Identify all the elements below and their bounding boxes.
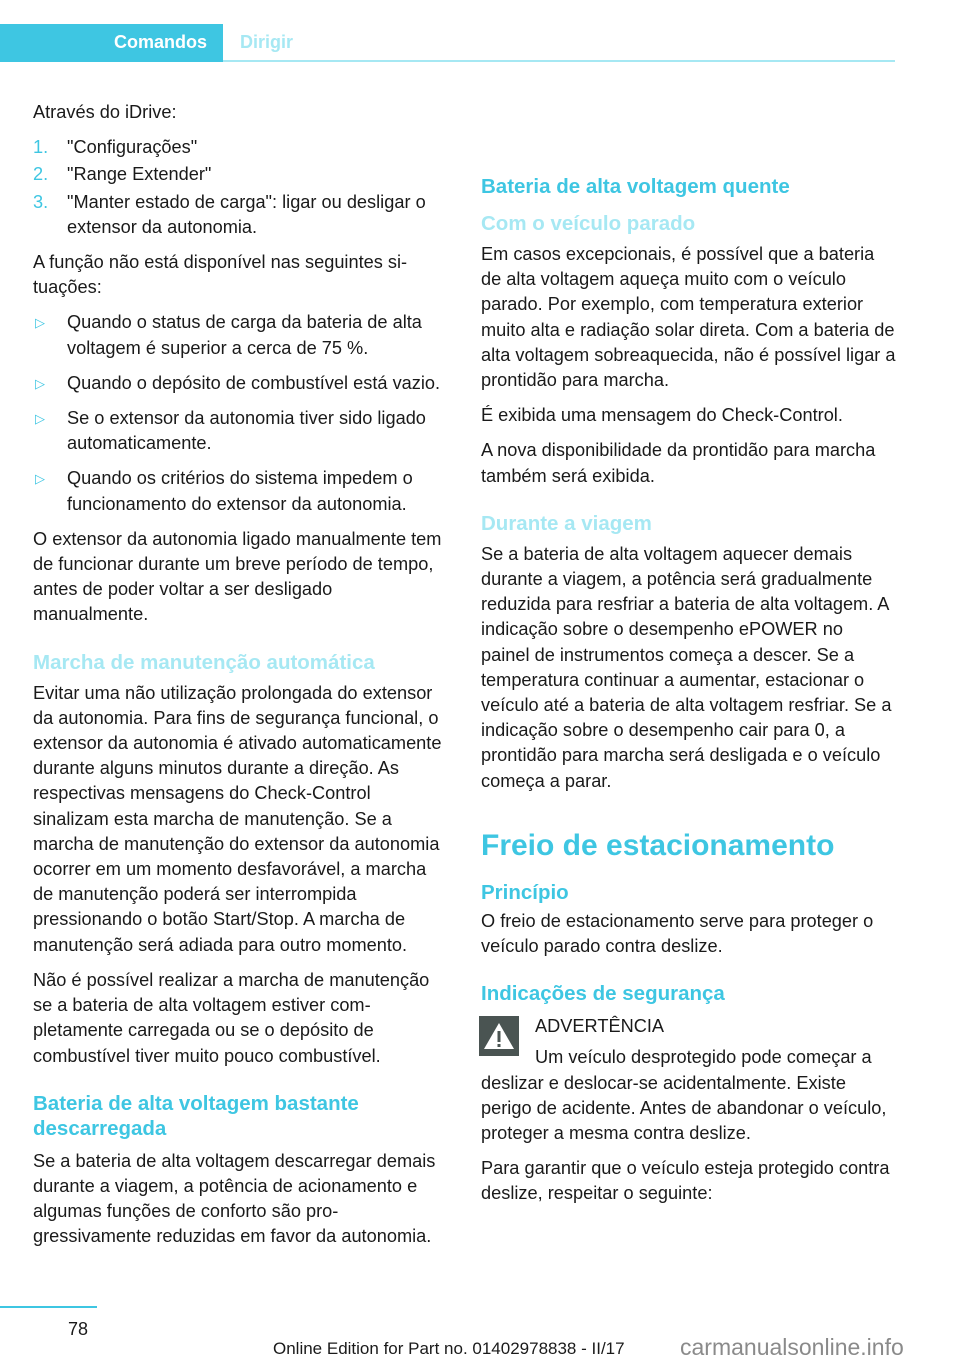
parked-paragraph-2: É exibida uma mensagem do Check-Control. [481,405,843,426]
maintenance-paragraph-2: Não é possível realizar a marcha de manutenção se a bateria de alta voltagem estiver completamente carregada ou se o depósito de combustível tiver muito pouco combustível. [33,969,430,1066]
left-column [33,100,448,1260]
triangle-bullet-icon: ▷ [35,411,45,427]
warning-triangle-icon [479,1016,519,1056]
maintenance-paragraph: Evitar uma não utilização prolongada do extensor da autonomia. Para fins de segurança funcional, o extensor da autonomia é ativado automaticamente durante alguns minutos durante a direção. As respectivas mensagens do Check-Control sinalizam esta marcha de manutenção. Se a marcha de manutenção do extensor da autonomia ocorrer em um momento desfavorável, a marcha de manutenção poderá ser interrompida pressionando o botão Start/Stop. A marcha de manutenção será adiada para outro momento. [33,682,442,955]
step-item [33,190,448,240]
step-item [33,162,448,187]
condition-text: Quando os critérios do sistema impedem o funcionamento do extensor da autonomia. [67,468,413,514]
condition-item [33,406,448,456]
condition-item [33,310,448,360]
driving-paragraph: Se a bateria de alta voltagem aquecer demais durante a viagem, a potência será gradualmente reduzida para resfriar a bateria de alta voltagem. A indicação sobre o desempenho ePOWER no painel de instrumentos começa a descer. Se a temperatura continuar a aumentar, estacionar o veículo até a bateria de alta voltagem resfriar. Se a indicação sobre o desempenho cair para 0, a prontidão para marcha será desligada e o veículo começa a parar. [481,543,892,791]
footer-divider [0,1306,97,1308]
steps-list [33,135,448,240]
condition-text: Quando o depósito de combustível está vazio. [67,372,441,393]
discharged-paragraph: Se a bateria de alta voltagem descarregar demais durante a viagem, a potência de acionamento e algumas funções de conforto são progressivamente reduzidas em favor da autonomia. [33,1150,436,1247]
closing-paragraph: Para garantir que o veículo esteja protegido contra deslize, respeitar o seguinte: [481,1158,890,1204]
watermark: carmanualsonline.info [680,1334,904,1360]
step-number: 2. [33,164,49,185]
condition-item [33,466,448,516]
step-text: "Manter estado de carga": ligar ou desligar o extensor da autonomia. [67,191,426,237]
warning-block [481,1014,896,1146]
driving-heading: Durante a viagem [481,511,652,535]
step-text: "Range Extender" [67,164,212,185]
triangle-bullet-icon: ▷ [35,375,45,391]
unavailable-intro: A função não está disponível nas seguintes situações: [33,252,408,298]
safety-heading: Indicações de segurança [481,982,725,1006]
step-number: 1. [33,137,49,158]
edition-label: Online Edition for Part no. 01402978838 - II/17 [273,1339,625,1358]
warning-title: ADVERTÊNCIA [535,1016,665,1037]
page-number: 78 [68,1319,89,1339]
conditions-list [33,310,448,516]
hot-battery-heading: Bateria de alta voltagem quente [481,175,790,198]
section-tab-label: Comandos [113,32,207,52]
step-item [33,135,448,160]
parking-brake-heading: Freio de estacionamento [481,828,835,862]
parked-paragraph-3: A nova disponibilidade da prontidão para marcha também será exibida. [481,440,876,486]
section-tab-current [0,24,223,62]
maintenance-heading: Marcha de manutenção automática [33,650,375,674]
parked-paragraph: Em casos excepcionais, é possível que a bateria de alta voltagem aqueça muito com o veículo parado. Por exemplo, com temperatura exterior muito alta e radiação solar direta. Com a bateria de alta voltagem sobreaquecida, não é possível ligar a prontidão para marcha. [481,244,896,391]
condition-item [33,371,448,396]
warning-text: Um veículo desprotegido pode começar a deslizar e deslocar-se acidentalmente. Existe perigo de acidente. Antes de abandonar o veículo, proteger a mesma contra deslize. [481,1047,887,1144]
triangle-bullet-icon: ▷ [35,315,45,331]
discharged-heading: Bateria de alta voltagem bastante descarregada [33,1091,359,1140]
condition-text: Se o extensor da autonomia tiver sido ligado automaticamente. [67,408,426,454]
parked-heading: Com o veículo parado [481,212,696,235]
principle-paragraph: O freio de estacionamento serve para proteger o veículo parado contra deslize. [481,910,874,957]
idrive-intro: Através do iDrive: [33,102,177,122]
manual-note: O extensor da autonomia ligado manualmente tem de funcionar durante um breve período de tempo, antes de poder voltar a ser desligado manualmente. [33,528,442,625]
section-tab-next: Dirigir [240,32,294,52]
principle-heading: Princípio [481,880,569,904]
step-text: "Configurações" [67,137,198,158]
header-divider [223,60,895,62]
right-column [481,150,896,1217]
step-number: 3. [33,191,49,212]
triangle-bullet-icon: ▷ [35,471,45,487]
condition-text: Quando o status de carga da bateria de alta voltagem é superior a cerca de 75 %. [67,312,422,358]
